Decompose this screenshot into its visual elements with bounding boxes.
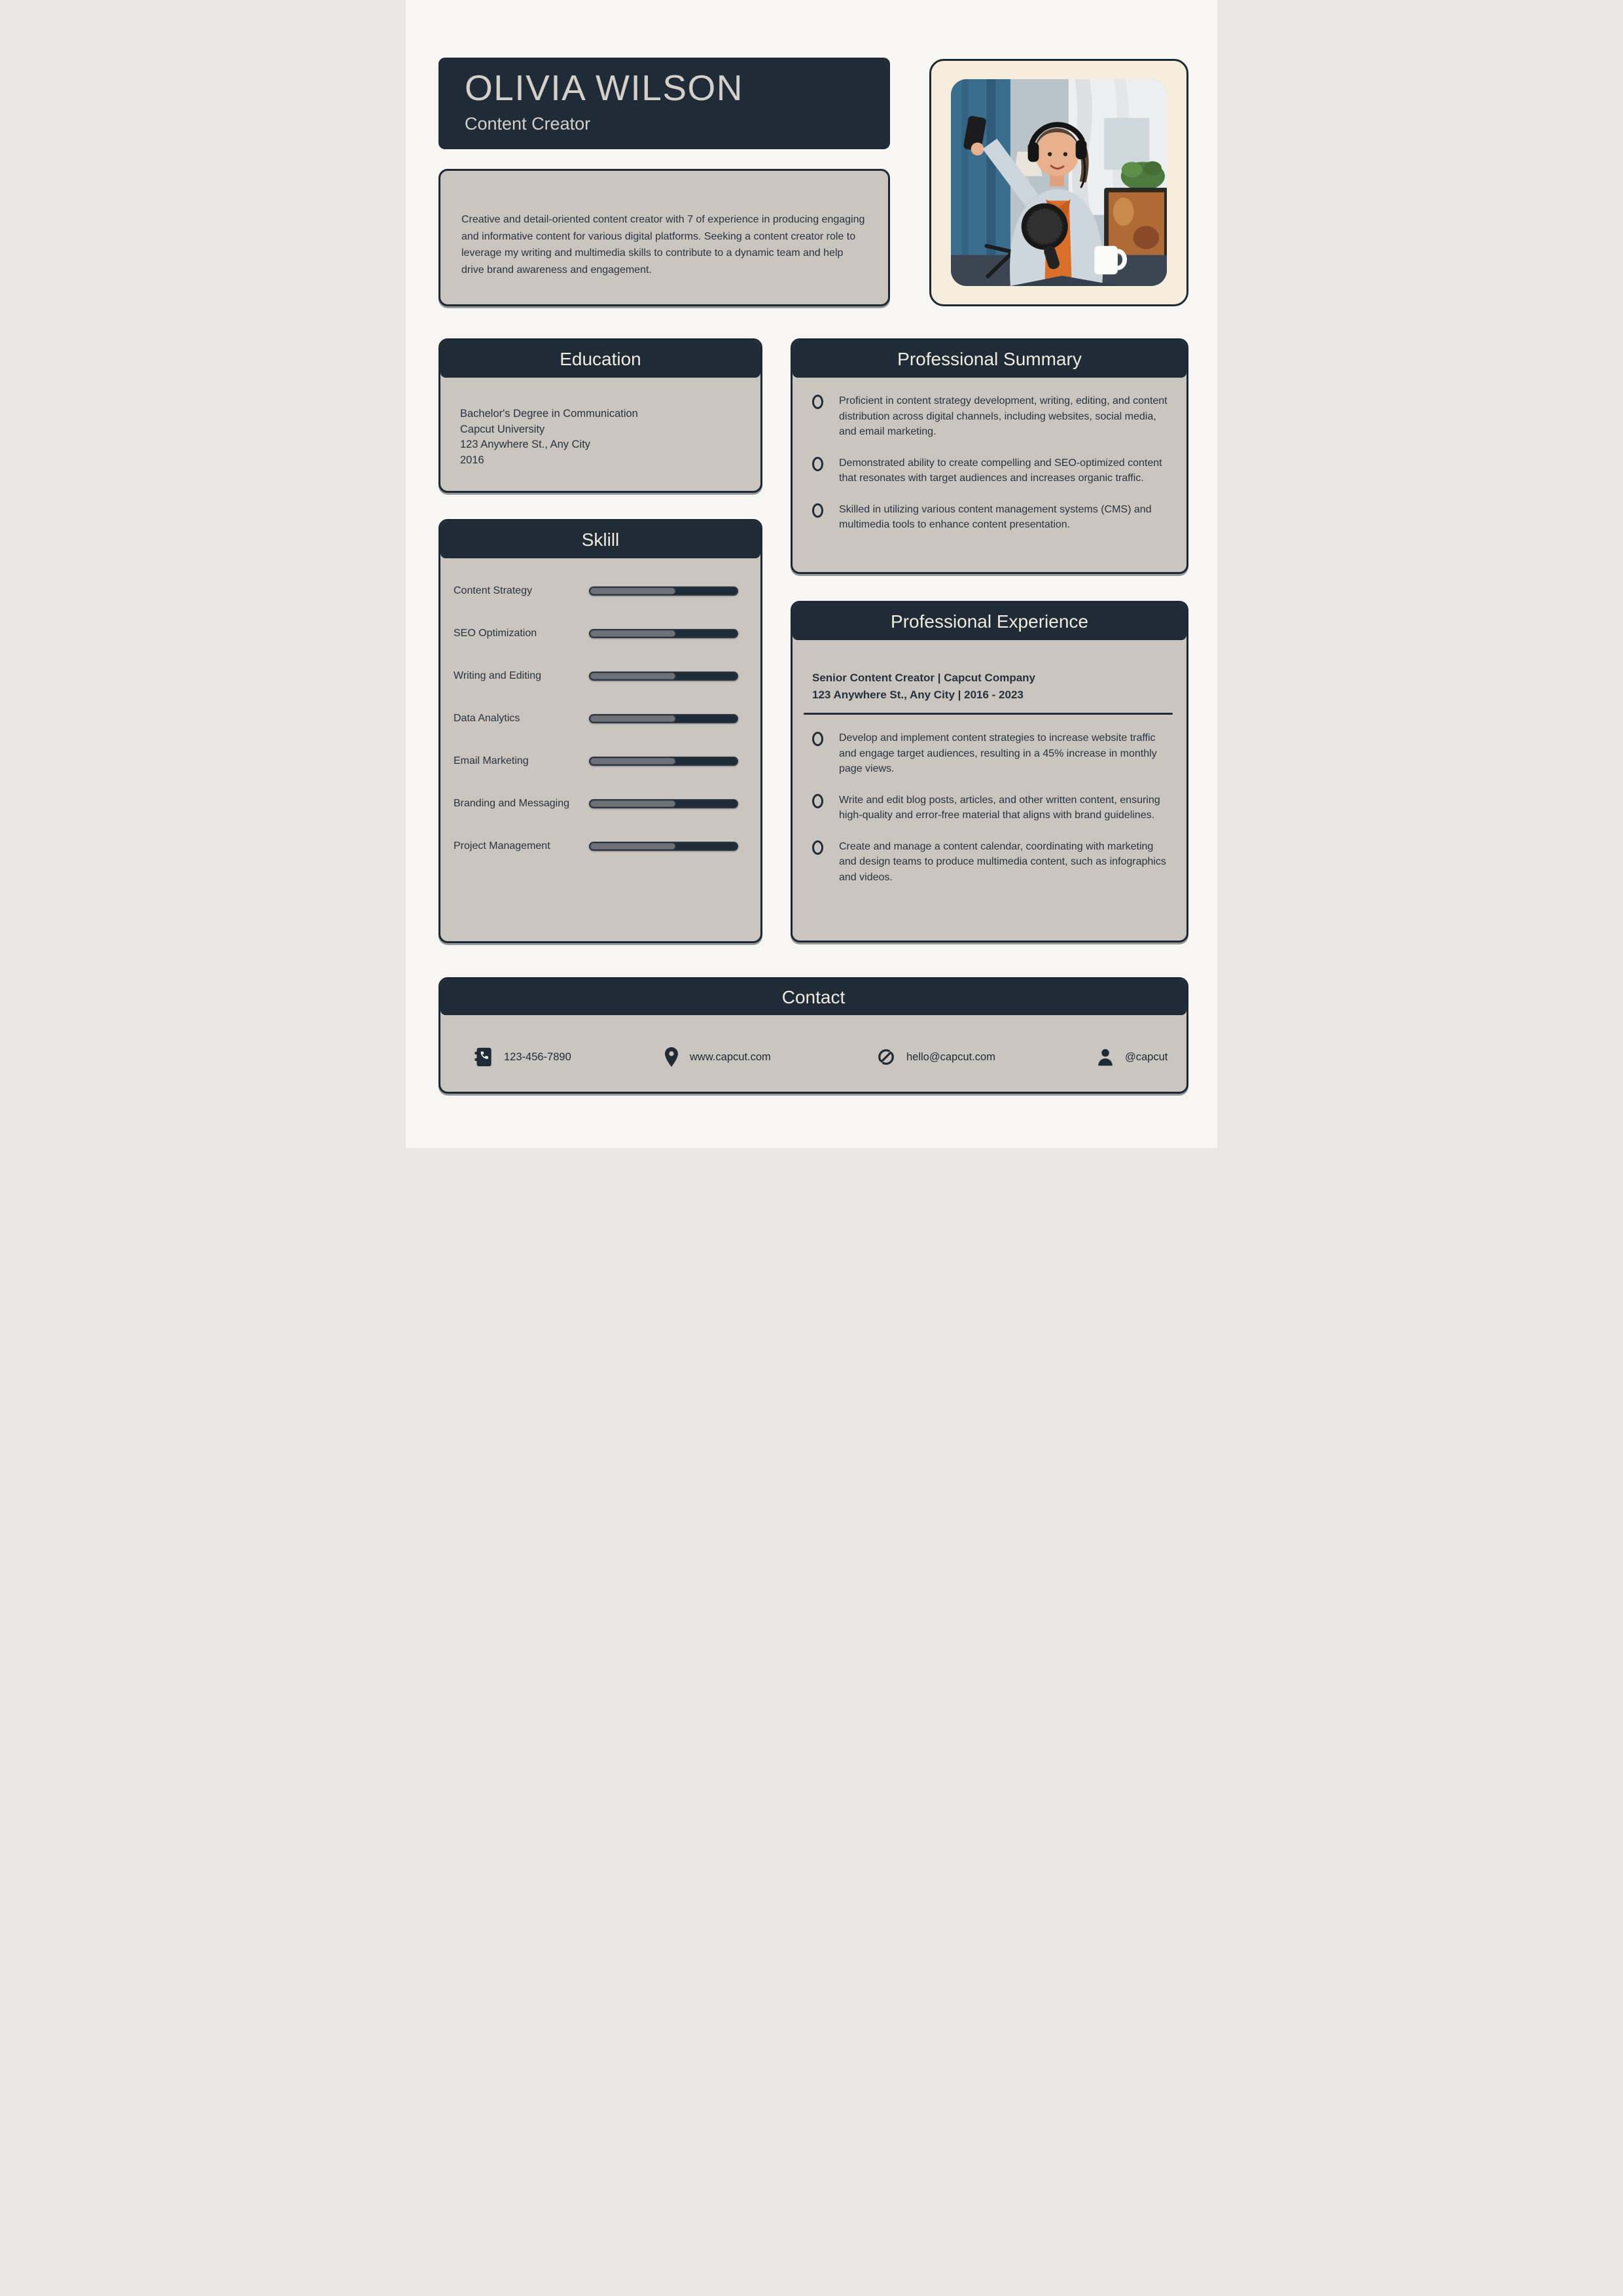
ring-bullet-icon xyxy=(812,840,823,855)
experience-section xyxy=(791,601,1188,942)
skill-label: Data Analytics xyxy=(454,713,520,724)
education-heading: Education xyxy=(440,340,760,378)
skills-heading: Sklill xyxy=(440,521,760,558)
page-title: OLIVIA WILSON xyxy=(465,67,744,108)
header-card xyxy=(438,58,890,149)
contact-phone-text: 123-456-7890 xyxy=(504,1050,571,1063)
list-item xyxy=(793,502,1186,533)
list-item xyxy=(793,793,1186,823)
portrait-illustration xyxy=(951,79,1167,286)
skill-row xyxy=(454,712,745,725)
resume-page xyxy=(406,0,1217,1148)
skill-bar-fill xyxy=(590,673,675,679)
professional-summary-section xyxy=(791,338,1188,574)
contact-handle-text: @capcut xyxy=(1125,1050,1168,1063)
experience-bullet: Write and edit blog posts, articles, and other written content, ensuring high-quality and error-free material that aligns with brand guidelines. xyxy=(839,794,1160,821)
skill-row xyxy=(454,840,745,853)
skill-bar-fill xyxy=(590,715,675,722)
education-school: Capcut University xyxy=(460,423,545,435)
experience-role: Senior Content Creator | Capcut Company xyxy=(812,672,1036,684)
summary-box xyxy=(438,169,890,306)
user-icon xyxy=(1096,1047,1115,1067)
skill-row xyxy=(454,797,745,810)
photo-frame xyxy=(929,59,1188,306)
contact-section xyxy=(438,977,1188,1094)
skill-bar xyxy=(589,842,738,851)
ring-bullet-icon xyxy=(812,395,823,409)
contact-item-handle xyxy=(1096,1047,1168,1067)
ring-bullet-icon xyxy=(812,457,823,471)
portrait-photo xyxy=(951,79,1167,286)
experience-location-dates: 123 Anywhere St., Any City | 2016 - 2023 xyxy=(812,688,1024,701)
location-icon xyxy=(664,1047,679,1067)
subtitle-role: Content Creator xyxy=(465,113,591,134)
contact-item-phone xyxy=(474,1047,571,1067)
skill-row xyxy=(454,670,745,683)
skill-bar xyxy=(589,629,738,638)
summary-text: Creative and detail-oriented content creator with 7 of experience in producing engaging and informative content for various digital platforms. Seeking a content creator role to leverage my writing and multimedia skills to contribute to a dynamic team and help drive brand awareness and engagement. xyxy=(461,214,865,276)
contact-heading: Contact xyxy=(440,979,1186,1015)
ring-bullet-icon xyxy=(812,732,823,746)
list-item xyxy=(793,839,1186,886)
skill-row xyxy=(454,755,745,768)
professional-summary-heading: Professional Summary xyxy=(793,340,1186,378)
skill-label: Project Management xyxy=(454,840,550,852)
skill-bar xyxy=(589,672,738,681)
skill-bar-fill xyxy=(590,630,675,637)
ring-bullet-icon xyxy=(812,794,823,808)
skill-bar xyxy=(589,714,738,723)
skills-section xyxy=(438,519,762,943)
education-degree: Bachelor's Degree in Communication xyxy=(460,408,638,420)
experience-heading: Professional Experience xyxy=(793,603,1186,640)
list-item xyxy=(793,730,1186,777)
contact-item-website xyxy=(664,1047,771,1067)
contact-item-email xyxy=(876,1047,995,1067)
education-year: 2016 xyxy=(460,454,484,466)
summary-bullet: Demonstrated ability to create compelling and SEO-optimized content that resonates with target audiences and increases organic traffic. xyxy=(839,457,1162,484)
ring-bullet-icon xyxy=(812,503,823,518)
skill-bar-fill xyxy=(590,800,675,807)
skill-label: Branding and Messaging xyxy=(454,798,570,809)
divider xyxy=(804,713,1173,715)
education-section xyxy=(438,338,762,493)
experience-bullet: Develop and implement content strategies to increase website traffic and engage target audiences, resulting in a 45% increase in monthly page views. xyxy=(839,732,1157,775)
skill-row xyxy=(454,584,745,598)
summary-bullet: Skilled in utilizing various content management systems (CMS) and multimedia tools to enhance content presentation. xyxy=(839,503,1152,531)
experience-bullet: Create and manage a content calendar, coordinating with marketing and design teams to produce multimedia content, such as infographics and videos. xyxy=(839,840,1166,883)
skill-label: Content Strategy xyxy=(454,585,533,596)
link-icon xyxy=(876,1047,896,1067)
skill-bar-fill xyxy=(590,843,675,850)
contact-email-text: hello@capcut.com xyxy=(906,1050,995,1063)
list-item xyxy=(793,393,1186,440)
summary-bullet: Proficient in content strategy development, writing, editing, and content distribution across digital channels, including websites, social media, and email marketing. xyxy=(839,395,1168,438)
skill-bar xyxy=(589,799,738,808)
contact-website-text: www.capcut.com xyxy=(690,1050,771,1063)
skill-bar-fill xyxy=(590,758,675,764)
education-address: 123 Anywhere St., Any City xyxy=(460,439,591,451)
list-item xyxy=(793,456,1186,486)
skill-bar-fill xyxy=(590,588,675,594)
skill-bar xyxy=(589,586,738,596)
skill-row xyxy=(454,627,745,640)
skill-label: SEO Optimization xyxy=(454,628,537,639)
skill-label: Writing and Editing xyxy=(454,670,541,681)
skill-label: Email Marketing xyxy=(454,755,529,766)
phone-icon xyxy=(474,1047,493,1067)
skill-bar xyxy=(589,757,738,766)
